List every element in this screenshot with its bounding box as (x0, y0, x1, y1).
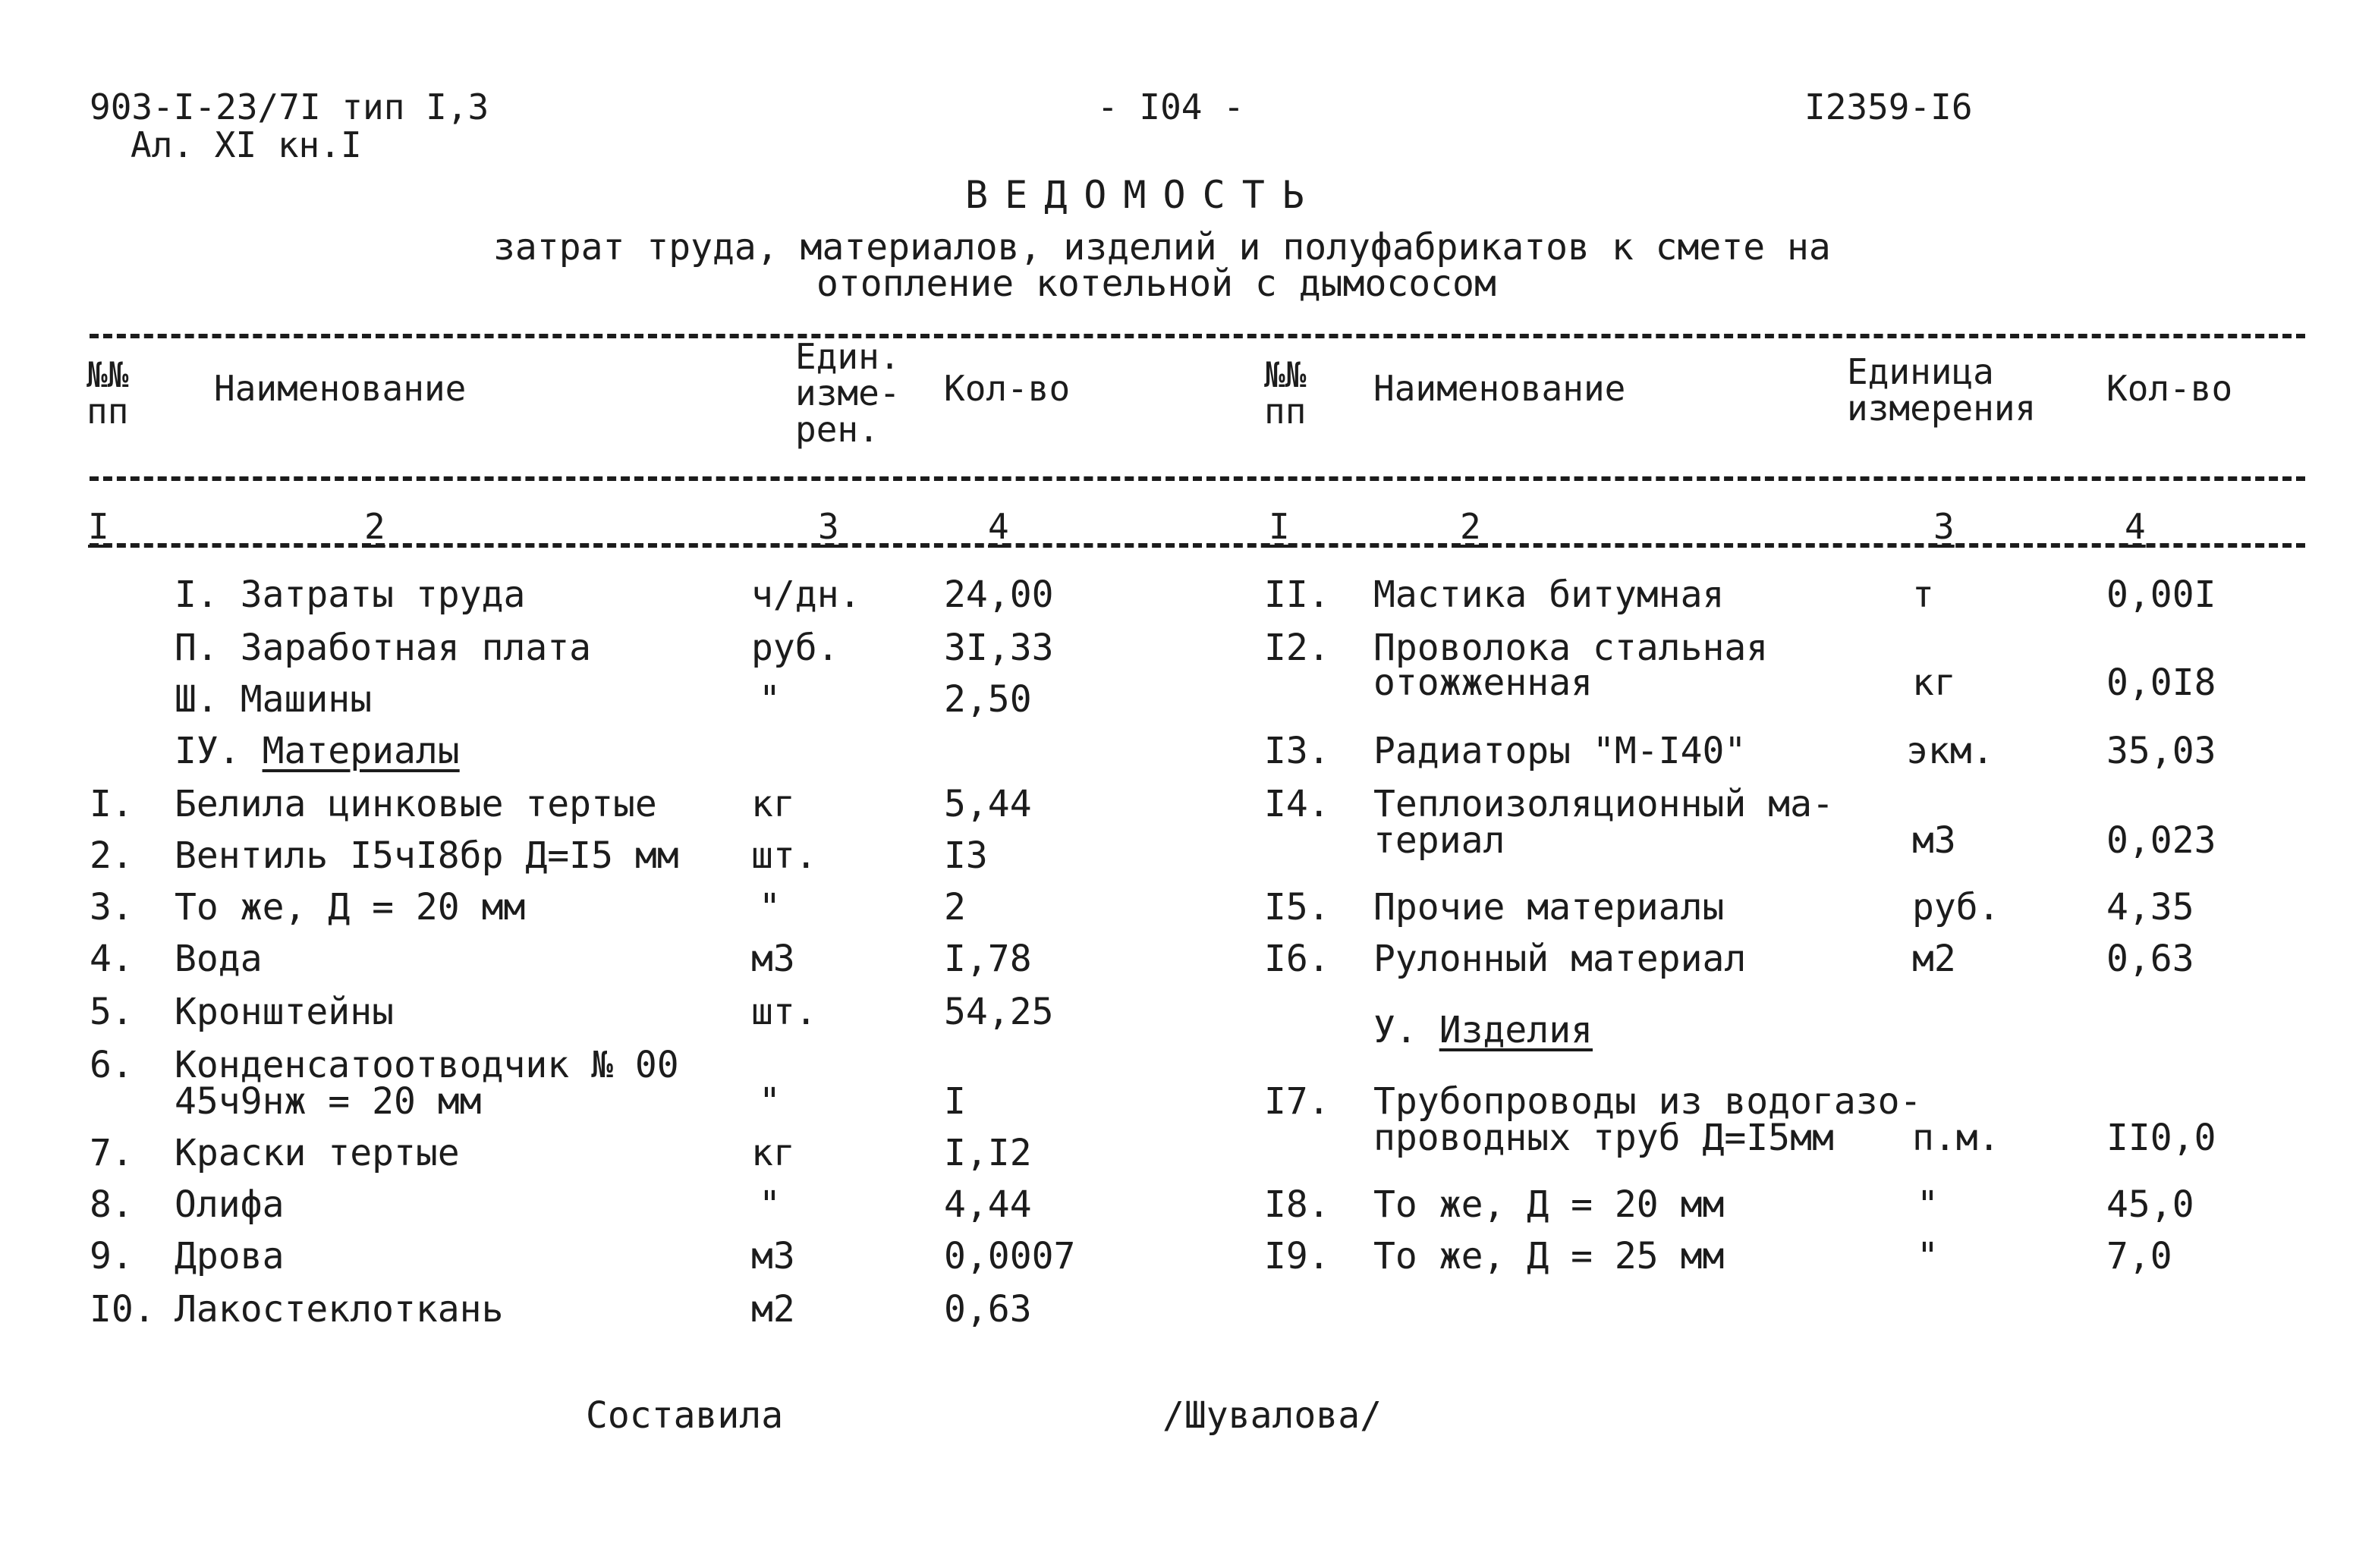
left-row-13-name: Дрова (175, 1235, 285, 1277)
left-row-12-name: Олифа (175, 1183, 285, 1226)
left-row-10-unit: " (759, 1080, 781, 1123)
left-section-materials (175, 730, 460, 772)
left-row-2-qty: 3I,33 (944, 627, 1054, 669)
left-row-7-name: То же, Д = 20 мм (175, 886, 526, 929)
left-row-14-qty: 0,63 (944, 1288, 1032, 1331)
right-row-2-name: Проволока стальная (1373, 627, 1769, 669)
left-row-6-num: 2. (90, 834, 134, 877)
left-row-14-unit: м2 (751, 1288, 795, 1331)
left-row-2-name: П. Заработная плата (175, 627, 592, 669)
left-row-8-unit: м3 (751, 938, 795, 980)
right-row-10-qty: 7,0 (2106, 1235, 2172, 1277)
left-row-8-num: 4. (90, 938, 134, 980)
left-row-11-qty: I,I2 (944, 1132, 1032, 1174)
right-row-3-name: Радиаторы "М-I40" (1373, 730, 1747, 772)
right-row-10-num: I9. (1264, 1235, 1330, 1277)
left-colnum-2: 2 (364, 506, 385, 547)
document-title: ВЕДОМОСТЬ (965, 173, 1321, 217)
left-colnum-3: 3 (818, 506, 839, 547)
right-row-6-unit: м2 (1912, 938, 1956, 980)
left-row-12-qty: 4,44 (944, 1183, 1032, 1226)
left-row-5-unit: кг (751, 783, 795, 825)
left-header-qty: Кол-во (944, 368, 1071, 409)
compiled-by-label: Составила (586, 1394, 784, 1437)
right-row-2-num: I2. (1264, 627, 1330, 669)
left-colnum-1: I (88, 506, 109, 547)
left-row-5-name: Белила цинковые тертые (175, 783, 657, 825)
left-colnum-4: 4 (988, 506, 1009, 547)
left-row-8-name: Вода (175, 938, 263, 980)
compiler-signature: /Шувалова/ (1162, 1394, 1382, 1437)
right-row-2-unit: кг (1912, 661, 1956, 704)
right-row-1-num: II. (1264, 573, 1330, 616)
left-row-9-name: Кронштейны (175, 991, 394, 1033)
right-section-products-prefix: У. (1373, 1009, 1439, 1051)
left-row-14-num: I0. (90, 1288, 156, 1331)
left-row-7-num: 3. (90, 886, 134, 929)
left-row-14-name: Лакостеклоткань (175, 1288, 504, 1331)
left-row-10-name-cont: 45ч9нж = 20 мм (175, 1080, 482, 1123)
left-row-11-name: Краски тертые (175, 1132, 460, 1174)
table-header-rule (90, 476, 2305, 481)
right-row-1-name: Мастика битумная (1373, 573, 1725, 616)
right-colnum-4: 4 (2125, 506, 2146, 547)
right-row-3-unit: экм. (1906, 730, 1994, 772)
left-row-8-qty: I,78 (944, 938, 1032, 980)
right-header-name: Наименование (1373, 368, 1626, 409)
right-row-5-qty: 4,35 (2106, 886, 2194, 929)
right-row-2-name-cont: отожженная (1373, 661, 1593, 704)
left-row-6-name: Вентиль I5чI8бр Д=I5 мм (175, 834, 679, 877)
right-row-8-qty: II0,0 (2106, 1117, 2216, 1159)
right-row-9-name: То же, Д = 20 мм (1373, 1183, 1725, 1226)
left-row-13-qty: 0,0007 (944, 1235, 1076, 1277)
right-row-4-unit: м3 (1912, 819, 1956, 862)
left-row-7-unit: " (759, 886, 781, 929)
right-row-9-qty: 45,0 (2106, 1183, 2194, 1226)
left-row-12-num: 8. (90, 1183, 134, 1226)
album-ref: Ал. XI кн.I (131, 124, 362, 165)
left-header-name: Наименование (214, 368, 467, 409)
right-row-4-name-cont: териал (1373, 819, 1505, 862)
left-row-9-qty: 54,25 (944, 991, 1054, 1033)
left-row-3-name: Ш. Машины (175, 678, 373, 721)
right-row-3-qty: 35,03 (2106, 730, 2216, 772)
left-row-2-unit: руб. (751, 627, 839, 669)
left-row-9-num: 5. (90, 991, 134, 1033)
right-row-3-num: I3. (1264, 730, 1330, 772)
left-row-6-qty: I3 (944, 834, 988, 877)
left-row-13-unit: м3 (751, 1235, 795, 1277)
right-colnum-2: 2 (1460, 506, 1481, 547)
right-section-products (1373, 1009, 1593, 1051)
left-row-11-unit: кг (751, 1132, 795, 1174)
left-row-5-num: I. (90, 783, 134, 825)
right-row-8-name-cont: проводных труб Д=I5мм (1373, 1117, 1834, 1159)
right-row-6-qty: 0,63 (2106, 938, 2194, 980)
right-row-6-name: Рулонный материал (1373, 938, 1747, 980)
left-row-5-qty: 5,44 (944, 783, 1032, 825)
left-section-materials-label: Материалы (262, 730, 460, 772)
left-row-1-qty: 24,00 (944, 573, 1054, 616)
left-header-unit: Един. изме- рен. (795, 336, 901, 450)
left-header-num: №№ пп (87, 354, 129, 432)
right-row-8-unit: п.м. (1912, 1117, 2000, 1159)
right-header-unit: Единица измерения (1847, 351, 2037, 429)
left-row-9-unit: шт. (751, 991, 817, 1033)
left-row-11-num: 7. (90, 1132, 134, 1174)
right-row-10-unit: " (1917, 1235, 1939, 1277)
left-row-7-qty: 2 (944, 886, 966, 929)
right-row-5-num: I5. (1264, 886, 1330, 929)
right-row-10-name: То же, Д = 25 мм (1373, 1235, 1725, 1277)
right-row-1-unit: т (1912, 573, 1934, 616)
right-header-qty: Кол-во (2106, 368, 2233, 409)
table-top-rule (90, 334, 2305, 338)
right-row-1-qty: 0,00I (2106, 573, 2216, 616)
right-section-products-label: Изделия (1439, 1009, 1593, 1051)
right-row-4-qty: 0,023 (2106, 819, 2216, 862)
right-row-8-num: I7. (1264, 1080, 1330, 1123)
right-row-5-name: Прочие материалы (1373, 886, 1725, 929)
right-row-9-num: I8. (1264, 1183, 1330, 1226)
left-row-10-num: 6. (90, 1044, 134, 1086)
left-row-1-name: I. Затраты труда (175, 573, 526, 616)
left-row-12-unit: " (759, 1183, 781, 1226)
table-colnum-rule (90, 543, 2305, 548)
right-row-6-num: I6. (1264, 938, 1330, 980)
right-row-8-name: Трубопроводы из водогазо- (1373, 1080, 1922, 1123)
left-row-3-qty: 2,50 (944, 678, 1032, 721)
left-section-materials-prefix: IУ. (175, 730, 263, 772)
left-row-3-unit: " (759, 678, 781, 721)
left-row-6-unit: шт. (751, 834, 817, 877)
right-row-4-num: I4. (1264, 783, 1330, 825)
right-header-num: №№ пп (1264, 354, 1307, 432)
doc-code: 903-I-23/7I тип I,3 (90, 86, 489, 127)
right-row-9-unit: " (1917, 1183, 1939, 1226)
left-row-1-unit: ч/дн. (751, 573, 861, 616)
left-row-10-name: Конденсатоотводчик № 00 (175, 1044, 679, 1086)
sheet-code: I2359-I6 (1804, 86, 1973, 127)
right-row-5-unit: руб. (1912, 886, 2000, 929)
page-number: - I04 - (1097, 86, 1244, 127)
document-subtitle-line2: отопление котельной с дымососом (816, 262, 1496, 305)
right-row-4-name: Теплоизоляционный ма- (1373, 783, 1834, 825)
right-colnum-1: I (1269, 506, 1290, 547)
right-colnum-3: 3 (1933, 506, 1955, 547)
left-row-10-qty: I (944, 1080, 966, 1123)
document-subtitle-line1: затрат труда, материалов, изделий и полуфабрикатов к смете на (493, 226, 1831, 269)
left-row-13-num: 9. (90, 1235, 134, 1277)
right-row-2-qty: 0,0I8 (2106, 661, 2216, 704)
